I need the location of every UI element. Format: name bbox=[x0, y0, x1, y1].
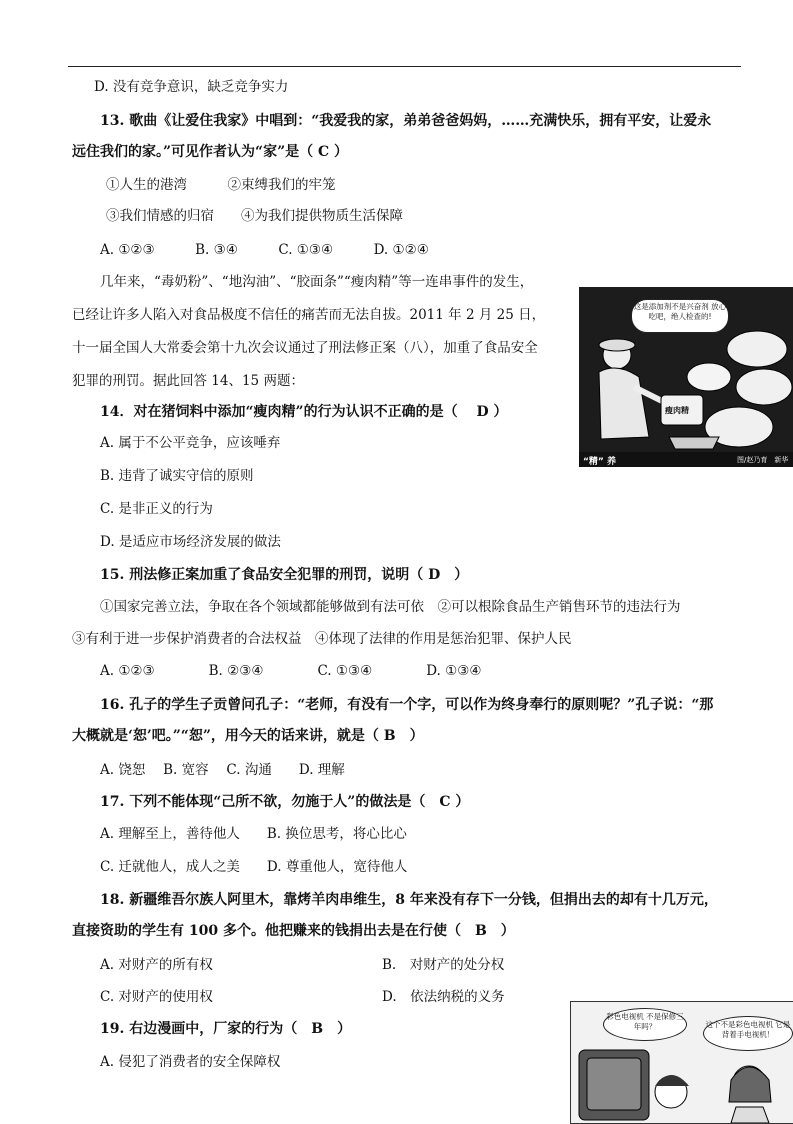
header-rule bbox=[68, 66, 741, 67]
q14-option-a: A. 属于不公平竞争，应该唾弃 bbox=[100, 435, 281, 451]
q16-options: A. 饶恕 B. 宽容 C. 沟通 D. 理解 bbox=[100, 762, 345, 778]
speech-bubble-left: 彩色电视机 不是保修三年吗？ bbox=[603, 1008, 687, 1041]
question-13-cont: 远住我们的家。”可见作者认为“家”是（ C ） bbox=[72, 144, 349, 160]
q13-choices-1: ①人生的港湾 ②束缚我们的牢笼 bbox=[106, 177, 336, 193]
cartoon-caption: “精” 养 bbox=[583, 457, 616, 467]
q17-options-2: C. 迁就他人，成人之美 D. 尊重他人，宽待他人 bbox=[100, 859, 408, 875]
q18-option-b: B. 对财产的处分权 bbox=[382, 957, 505, 973]
q15-choices-2: ③有利于进一步保护消费者的合法权益 ④体现了法律的作用是惩治犯罪、保护人民 bbox=[72, 631, 572, 647]
question-16: 16. 孔子的学生子贡曾问孔子：“老师，有没有一个字，可以作为终身奉行的原则呢？”孔子说：“那 bbox=[100, 697, 714, 713]
q14-option-b: B. 违背了诚实守信的原则 bbox=[100, 468, 254, 484]
speech-bubble-right: 这个不是彩色电视机 它是背着手电视机！ bbox=[703, 1016, 793, 1051]
q18-option-c: C. 对财产的使用权 bbox=[100, 989, 213, 1005]
passage-line-4: 犯罪的刑罚。据此回答 14、15 两题： bbox=[72, 373, 304, 389]
cartoon-tv-warranty bbox=[570, 1001, 793, 1124]
q13-choices-2: ③我们情感的归宿 ④为我们提供物质生活保障 bbox=[106, 208, 403, 224]
q17-options-1: A. 理解至上，善待他人 B. 换位思考，将心比心 bbox=[100, 826, 407, 842]
q15-options: A. ①②③ B. ②③④ C. ①③④ D. ①③④ bbox=[100, 663, 482, 679]
passage-line-1: 几年来，“毒奶粉”、“地沟油”、“胶面条”“瘦肉精”等一连串事件的发生， bbox=[100, 274, 534, 290]
q14-option-c: C. 是非正义的行为 bbox=[100, 501, 213, 517]
question-14: 14．对在猪饲料中添加“瘦肉精”的行为认识不正确的是（ D ） bbox=[100, 404, 508, 420]
question-17: 17. 下列不能体现“己所不欲，勿施于人”的做法是（ C ） bbox=[100, 794, 470, 810]
question-15: 15. 刑法修正案加重了食品安全犯罪的刑罚，说明（ D ） bbox=[100, 567, 469, 583]
option-d-prev: D. 没有竞争意识，缺乏竞争实力 bbox=[94, 79, 289, 95]
cartoon-credit: 图/赵乃育 新华 bbox=[737, 456, 789, 464]
q14-option-d: D. 是适应市场经济发展的做法 bbox=[100, 534, 281, 550]
q18-option-d: D. 依法纳税的义务 bbox=[382, 989, 505, 1005]
speech-bubble: 这是添加剂不是兴奋剂 放心吃吧，绝人检查的! bbox=[631, 299, 729, 333]
question-18-cont: 直接资助的学生有 100 多个。他把赚来的钱捐出去是在行使（ B ） bbox=[72, 923, 515, 939]
passage-line-2: 已经让许多人陷入对食品极度不信任的痛苦而无法自拔。2011 年 2 月 25 日， bbox=[72, 307, 546, 323]
passage-line-3: 十一届全国人大常委会第十九次会议通过了刑法修正案（八），加重了食品安全 bbox=[72, 340, 538, 356]
question-19: 19. 右边漫画中，厂家的行为（ B ） bbox=[100, 1021, 352, 1037]
q15-choices-1: ①国家完善立法，争取在各个领域都能够做到有法可依 ②可以根除食品生产销售环节的违法行为 bbox=[100, 599, 681, 615]
q13-options: A. ①②③ B. ③④ C. ①③④ D. ①②④ bbox=[100, 242, 429, 258]
cartoon-pig-feed bbox=[579, 287, 793, 467]
question-13: 13. 歌曲《让爱住我家》中唱到：“我爱我的家，弟弟爸爸妈妈，……充满快乐，拥有平安，让爱永 bbox=[100, 113, 712, 129]
additive-bag-label: 瘦肉精 bbox=[665, 406, 689, 415]
question-16-cont: 大概就是‘恕’吧。”“恕”，用今天的话来讲，就是（ B ） bbox=[72, 728, 424, 744]
q18-option-a: A. 对财产的所有权 bbox=[100, 957, 213, 973]
question-18: 18. 新疆维吾尔族人阿里木，靠烤羊肉串维生，8 年来没有存下一分钱，但捐出去的却有十几万元， bbox=[100, 892, 718, 908]
q19-option-a: A. 侵犯了消费者的安全保障权 bbox=[100, 1054, 281, 1070]
